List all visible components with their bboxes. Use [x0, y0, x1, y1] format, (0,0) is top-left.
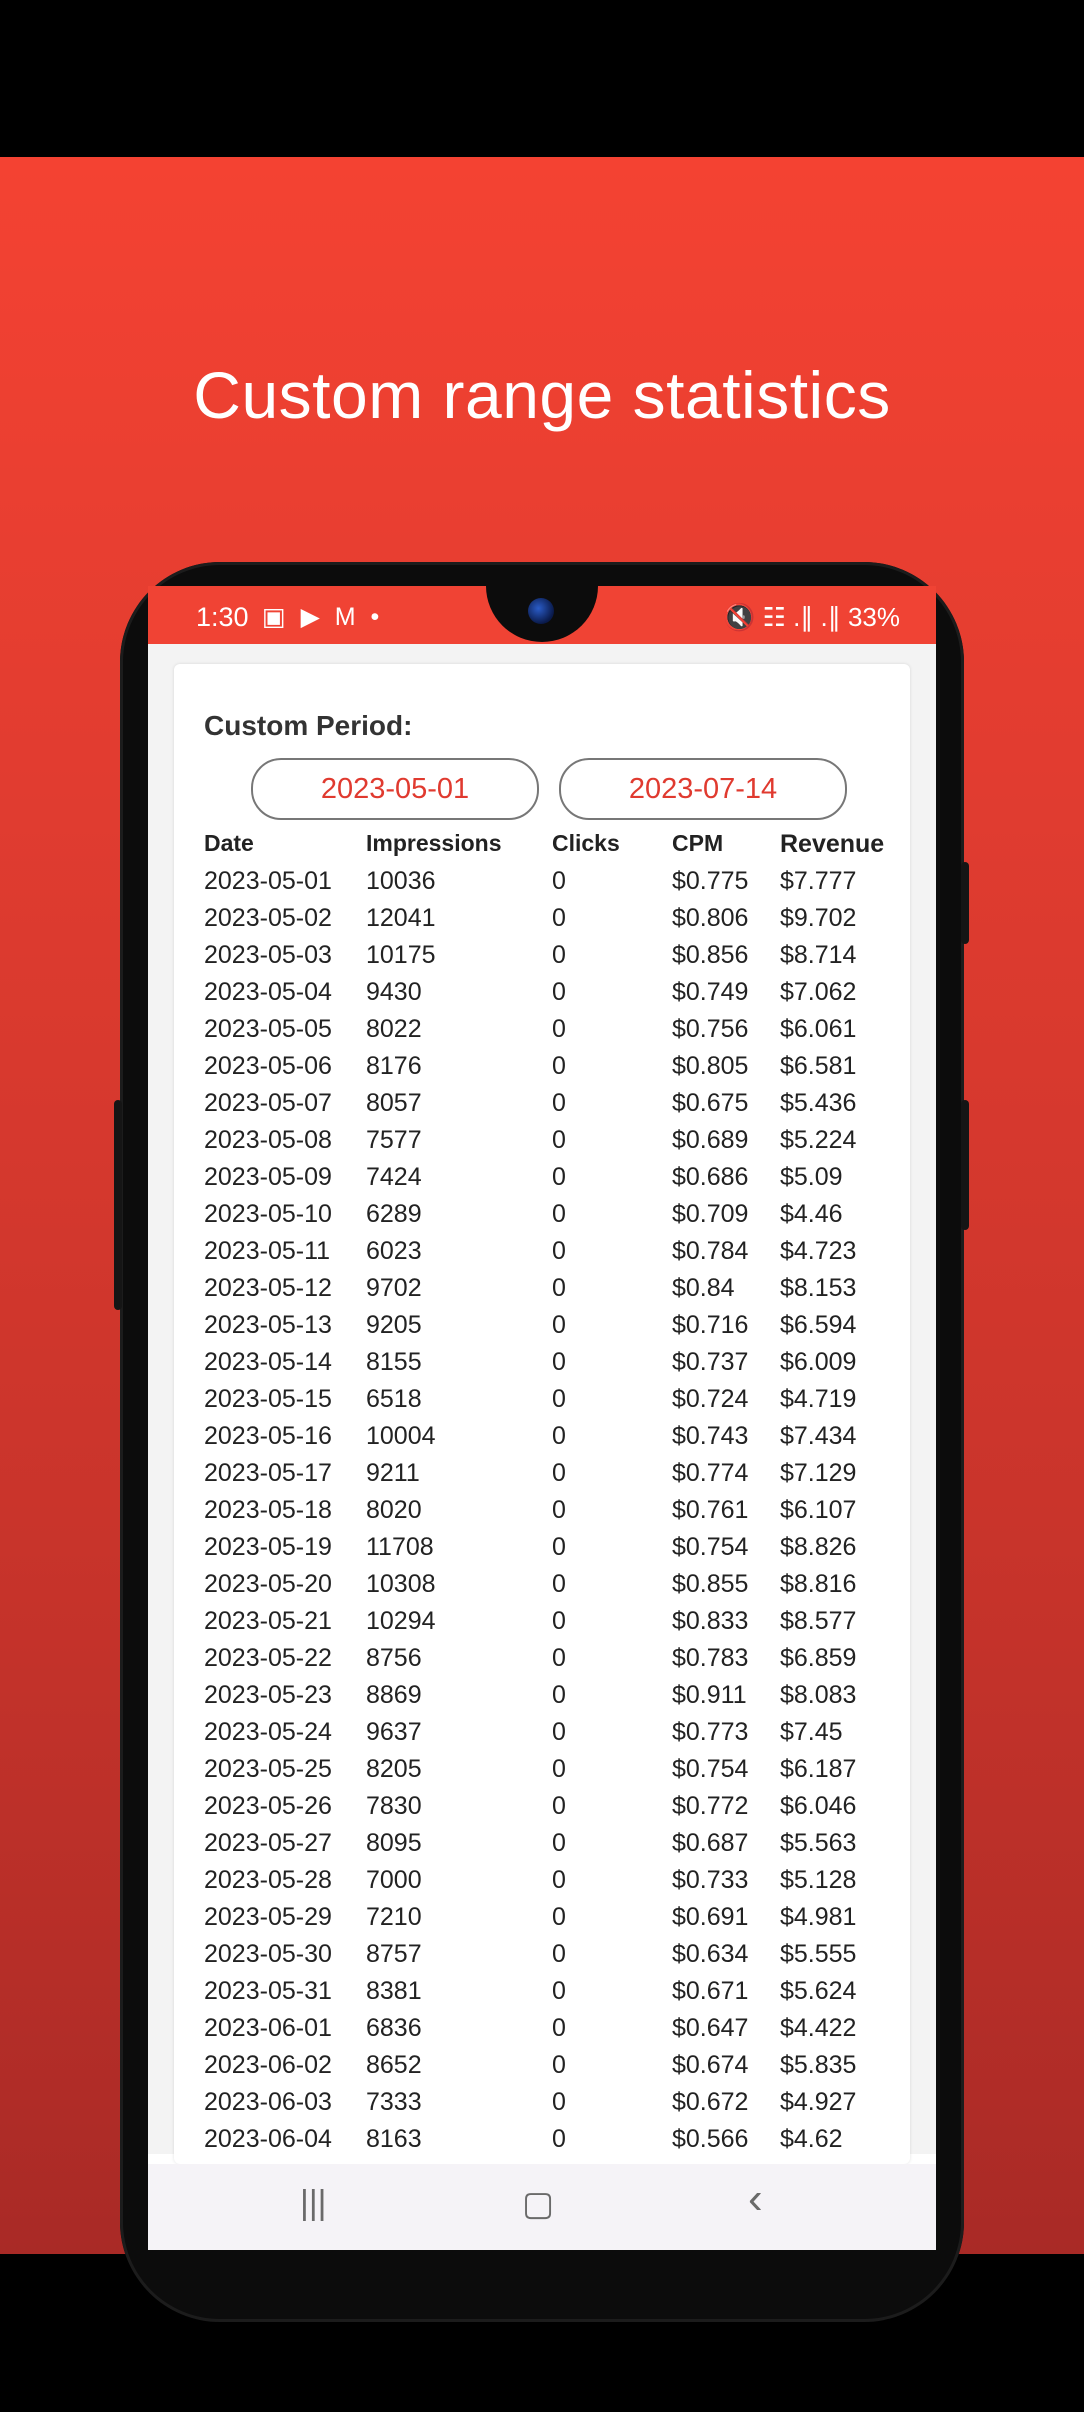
cell-revenue: $9.702 — [780, 904, 857, 932]
cell-revenue: $5.624 — [780, 1977, 857, 2005]
table-row — [204, 1644, 904, 1681]
cell-cpm: $0.783 — [672, 1644, 749, 1672]
cell-revenue: $4.62 — [780, 2125, 843, 2153]
cell-cpm: $0.774 — [672, 1459, 749, 1487]
table-row — [204, 1459, 904, 1496]
cell-clicks: 0 — [552, 2014, 566, 2042]
recents-icon[interactable]: ||| — [300, 2184, 327, 2222]
cell-date: 2023-06-01 — [204, 2014, 332, 2042]
table-row — [204, 1940, 904, 1977]
cell-date: 2023-05-12 — [204, 1274, 332, 1302]
cell-revenue: $8.816 — [780, 1570, 857, 1598]
table-row — [204, 1570, 904, 1607]
cell-date: 2023-05-31 — [204, 1977, 332, 2005]
column-header-clicks: Clicks — [552, 830, 620, 856]
phone-side-button — [961, 862, 969, 944]
cell-revenue: $6.046 — [780, 1792, 857, 1820]
cell-cpm: $0.754 — [672, 1755, 749, 1783]
cell-clicks: 0 — [552, 1385, 566, 1413]
cell-impressions: 8057 — [366, 1089, 422, 1117]
cell-impressions: 10308 — [366, 1570, 436, 1598]
table-row — [204, 1829, 904, 1866]
cell-clicks: 0 — [552, 1570, 566, 1598]
cell-clicks: 0 — [552, 941, 566, 969]
table-row — [204, 978, 904, 1015]
cell-clicks: 0 — [552, 1422, 566, 1450]
table-row — [204, 1607, 904, 1644]
cell-date: 2023-05-19 — [204, 1533, 332, 1561]
cell-clicks: 0 — [552, 904, 566, 932]
cell-cpm: $0.733 — [672, 1866, 749, 1894]
cell-cpm: $0.911 — [672, 1681, 747, 1709]
cell-cpm: $0.687 — [672, 1829, 749, 1857]
table-row — [204, 2051, 904, 2088]
cell-cpm: $0.672 — [672, 2088, 749, 2116]
cell-date: 2023-05-26 — [204, 1792, 332, 1820]
cell-revenue: $6.061 — [780, 1015, 857, 1043]
cell-clicks: 0 — [552, 1644, 566, 1672]
cell-cpm: $0.856 — [672, 941, 749, 969]
cell-revenue: $5.835 — [780, 2051, 857, 2079]
cell-date: 2023-05-05 — [204, 1015, 332, 1043]
cell-revenue: $5.555 — [780, 1940, 857, 1968]
custom-period-label: Custom Period: — [204, 710, 413, 741]
cell-impressions: 8020 — [366, 1496, 422, 1524]
table-header — [204, 830, 904, 867]
cell-date: 2023-06-03 — [204, 2088, 332, 2116]
table-row — [204, 2125, 904, 2162]
cell-revenue: $6.009 — [780, 1348, 857, 1376]
cell-revenue: $4.719 — [780, 1385, 857, 1413]
cell-clicks: 0 — [552, 2051, 566, 2079]
cell-impressions: 9430 — [366, 978, 422, 1006]
cell-clicks: 0 — [552, 1940, 566, 1968]
column-header-revenue: Revenue — [780, 830, 885, 858]
cell-cpm: $0.675 — [672, 1089, 749, 1117]
cell-date: 2023-05-08 — [204, 1126, 332, 1154]
table-row — [204, 1977, 904, 2014]
cell-cpm: $0.749 — [672, 978, 749, 1006]
cell-cpm: $0.709 — [672, 1200, 749, 1228]
cell-impressions: 10036 — [366, 867, 436, 895]
cell-date: 2023-05-22 — [204, 1644, 332, 1672]
cell-clicks: 0 — [552, 867, 566, 895]
cell-impressions: 7577 — [366, 1126, 422, 1154]
cell-clicks: 0 — [552, 1903, 566, 1931]
cell-impressions: 9211 — [366, 1459, 420, 1487]
cell-revenue: $6.107 — [780, 1496, 857, 1524]
notification-icons: ▣ ▶ M • — [262, 603, 384, 631]
table-row — [204, 1533, 904, 1570]
cell-impressions: 6023 — [366, 1237, 422, 1265]
phone-side-button — [961, 1100, 969, 1230]
cell-date: 2023-05-06 — [204, 1052, 332, 1080]
stats-table — [204, 830, 904, 2199]
cell-revenue: $8.826 — [780, 1533, 857, 1561]
cell-impressions: 7830 — [366, 1792, 422, 1820]
table-row — [204, 1015, 904, 1052]
cell-date: 2023-05-11 — [204, 1237, 331, 1265]
cell-clicks: 0 — [552, 1681, 566, 1709]
cell-revenue: $8.153 — [780, 1274, 857, 1302]
cell-revenue: $7.434 — [780, 1422, 857, 1450]
cell-cpm: $0.671 — [672, 1977, 749, 2005]
cell-date: 2023-05-15 — [204, 1385, 332, 1413]
cell-date: 2023-05-30 — [204, 1940, 332, 1968]
cell-revenue: $7.062 — [780, 978, 857, 1006]
cell-date: 2023-05-24 — [204, 1718, 332, 1746]
back-icon[interactable]: ‹ — [748, 2174, 763, 2223]
cell-impressions: 8176 — [366, 1052, 422, 1080]
cell-revenue: $7.777 — [780, 867, 857, 895]
table-row — [204, 1311, 904, 1348]
cell-clicks: 0 — [552, 2088, 566, 2116]
cell-clicks: 0 — [552, 1311, 566, 1339]
cell-revenue: $4.723 — [780, 1237, 857, 1265]
cell-cpm: $0.743 — [672, 1422, 749, 1450]
system-nav-bar — [148, 2164, 936, 2250]
cell-clicks: 0 — [552, 1607, 566, 1635]
cell-cpm: $0.634 — [672, 1940, 749, 1968]
cell-date: 2023-05-04 — [204, 978, 332, 1006]
headline: Custom range statistics — [193, 358, 891, 432]
cell-revenue: $7.45 — [780, 1718, 843, 1746]
cell-cpm: $0.773 — [672, 1718, 749, 1746]
cell-cpm: $0.737 — [672, 1348, 749, 1376]
cell-impressions: 8205 — [366, 1755, 422, 1783]
cell-date: 2023-05-21 — [204, 1607, 332, 1635]
cell-cpm: $0.84 — [672, 1274, 735, 1302]
cell-impressions: 12041 — [366, 904, 436, 932]
cell-clicks: 0 — [552, 1163, 566, 1191]
cell-clicks: 0 — [552, 1015, 566, 1043]
table-row — [204, 1089, 904, 1126]
cell-cpm: $0.686 — [672, 1163, 749, 1191]
cell-clicks: 0 — [552, 1496, 566, 1524]
cell-revenue: $6.581 — [780, 1052, 857, 1080]
table-row — [204, 1903, 904, 1940]
start-date-button[interactable]: 2023-05-01 — [251, 758, 539, 820]
cell-cpm: $0.566 — [672, 2125, 749, 2153]
table-row — [204, 1866, 904, 1903]
cell-clicks: 0 — [552, 1089, 566, 1117]
cell-date: 2023-06-02 — [204, 2051, 332, 2079]
cell-revenue: $5.128 — [780, 1866, 857, 1894]
cell-revenue: $4.927 — [780, 2088, 857, 2116]
cell-date: 2023-05-01 — [204, 867, 332, 895]
cell-impressions: 6518 — [366, 1385, 422, 1413]
cell-impressions: 8757 — [366, 1940, 422, 1968]
column-header-cpm: CPM — [672, 830, 724, 856]
cell-date: 2023-05-03 — [204, 941, 332, 969]
cell-impressions: 8652 — [366, 2051, 422, 2079]
table-row — [204, 867, 904, 904]
cell-date: 2023-05-27 — [204, 1829, 332, 1857]
cell-impressions: 7424 — [366, 1163, 422, 1191]
phone-screen — [148, 586, 936, 2250]
table-row — [204, 1274, 904, 1311]
table-row — [204, 1792, 904, 1829]
app-content[interactable] — [148, 644, 936, 2154]
cell-revenue: $4.981 — [780, 1903, 857, 1931]
cell-date: 2023-05-23 — [204, 1681, 332, 1709]
cell-cpm: $0.784 — [672, 1237, 749, 1265]
cell-cpm: $0.775 — [672, 867, 749, 895]
cell-revenue: $5.563 — [780, 1829, 857, 1857]
cell-cpm: $0.716 — [672, 1311, 749, 1339]
cell-impressions: 8381 — [366, 1977, 422, 2005]
cell-revenue: $6.187 — [780, 1755, 857, 1783]
cell-cpm: $0.691 — [672, 1903, 749, 1931]
cell-impressions: 8756 — [366, 1644, 422, 1672]
cell-clicks: 0 — [552, 2125, 566, 2153]
cell-impressions: 10175 — [366, 941, 436, 969]
cell-clicks: 0 — [552, 1052, 566, 1080]
cell-cpm: $0.647 — [672, 2014, 749, 2042]
front-camera — [528, 598, 554, 624]
cell-clicks: 0 — [552, 1274, 566, 1302]
home-icon[interactable]: ▢ — [522, 2185, 555, 2223]
cell-impressions: 10294 — [366, 1607, 436, 1635]
table-row — [204, 1385, 904, 1422]
cell-clicks: 0 — [552, 1829, 566, 1857]
cell-revenue: $8.577 — [780, 1607, 857, 1635]
cell-clicks: 0 — [552, 1792, 566, 1820]
cell-cpm: $0.689 — [672, 1126, 749, 1154]
table-row — [204, 1348, 904, 1385]
phone-side-button — [114, 1100, 122, 1310]
cell-cpm: $0.772 — [672, 1792, 749, 1820]
cell-clicks: 0 — [552, 1348, 566, 1376]
cell-clicks: 0 — [552, 1237, 566, 1265]
cell-cpm: $0.756 — [672, 1015, 749, 1043]
cell-revenue: $5.436 — [780, 1089, 857, 1117]
cell-revenue: $6.594 — [780, 1311, 857, 1339]
cell-date: 2023-05-16 — [204, 1422, 332, 1450]
table-row — [204, 2088, 904, 2125]
table-row — [204, 1237, 904, 1274]
cell-clicks: 0 — [552, 1459, 566, 1487]
cell-revenue: $8.714 — [780, 941, 857, 969]
table-row — [204, 2014, 904, 2051]
cell-clicks: 0 — [552, 1126, 566, 1154]
cell-date: 2023-06-04 — [204, 2125, 332, 2153]
cell-cpm: $0.761 — [672, 1496, 749, 1524]
cell-impressions: 8155 — [366, 1348, 422, 1376]
cell-impressions: 8095 — [366, 1829, 422, 1857]
cell-impressions: 9205 — [366, 1311, 422, 1339]
cell-revenue: $6.859 — [780, 1644, 857, 1672]
cell-revenue: $5.224 — [780, 1126, 857, 1154]
cell-date: 2023-05-28 — [204, 1866, 332, 1894]
cell-impressions: 8869 — [366, 1681, 422, 1709]
column-header-impressions: Impressions — [366, 830, 502, 856]
cell-date: 2023-05-10 — [204, 1200, 332, 1228]
table-row — [204, 904, 904, 941]
cell-date: 2023-05-14 — [204, 1348, 332, 1376]
cell-cpm: $0.855 — [672, 1570, 749, 1598]
cell-impressions: 7000 — [366, 1866, 422, 1894]
table-row — [204, 1496, 904, 1533]
cell-clicks: 0 — [552, 1977, 566, 2005]
cell-clicks: 0 — [552, 1718, 566, 1746]
cell-impressions: 9702 — [366, 1274, 422, 1302]
cell-impressions: 8163 — [366, 2125, 422, 2153]
table-row — [204, 1163, 904, 1200]
cell-revenue: $5.09 — [780, 1163, 843, 1191]
cell-impressions: 7333 — [366, 2088, 422, 2116]
cell-impressions: 8022 — [366, 1015, 422, 1043]
end-date-button[interactable]: 2023-07-14 — [559, 758, 847, 820]
cell-cpm: $0.833 — [672, 1607, 749, 1635]
table-row — [204, 1200, 904, 1237]
cell-date: 2023-05-13 — [204, 1311, 332, 1339]
stats-card — [174, 664, 910, 2164]
status-right-icons: 🔇 ☷ .∥ .∥ 33% — [722, 602, 900, 632]
cell-revenue: $4.46 — [780, 1200, 843, 1228]
cell-cpm: $0.754 — [672, 1533, 749, 1561]
cell-clicks: 0 — [552, 1533, 566, 1561]
cell-impressions: 6289 — [366, 1200, 422, 1228]
cell-date: 2023-05-09 — [204, 1163, 332, 1191]
cell-date: 2023-05-17 — [204, 1459, 332, 1487]
table-row — [204, 1126, 904, 1163]
cell-date: 2023-05-07 — [204, 1089, 332, 1117]
cell-date: 2023-05-18 — [204, 1496, 332, 1524]
table-row — [204, 1755, 904, 1792]
cell-clicks: 0 — [552, 978, 566, 1006]
column-header-date: Date — [204, 830, 254, 856]
cell-clicks: 0 — [552, 1866, 566, 1894]
cell-revenue: $8.083 — [780, 1681, 857, 1709]
status-time: 1:30 — [196, 602, 249, 632]
table-row — [204, 1681, 904, 1718]
cell-impressions: 7210 — [366, 1903, 422, 1931]
cell-cpm: $0.674 — [672, 2051, 749, 2079]
cell-revenue: $4.422 — [780, 2014, 857, 2042]
cell-impressions: 6836 — [366, 2014, 422, 2042]
cell-date: 2023-05-25 — [204, 1755, 332, 1783]
table-row — [204, 1422, 904, 1459]
cell-clicks: 0 — [552, 1200, 566, 1228]
cell-date: 2023-05-02 — [204, 904, 332, 932]
cell-date: 2023-05-29 — [204, 1903, 332, 1931]
cell-impressions: 11708 — [366, 1533, 434, 1561]
cell-clicks: 0 — [552, 1755, 566, 1783]
table-row — [204, 941, 904, 978]
cell-revenue: $7.129 — [780, 1459, 857, 1487]
cell-cpm: $0.724 — [672, 1385, 749, 1413]
cell-impressions: 9637 — [366, 1718, 422, 1746]
cell-impressions: 10004 — [366, 1422, 436, 1450]
cell-cpm: $0.805 — [672, 1052, 749, 1080]
cell-date: 2023-05-20 — [204, 1570, 332, 1598]
cell-cpm: $0.806 — [672, 904, 749, 932]
table-row — [204, 1718, 904, 1755]
table-row — [204, 1052, 904, 1089]
